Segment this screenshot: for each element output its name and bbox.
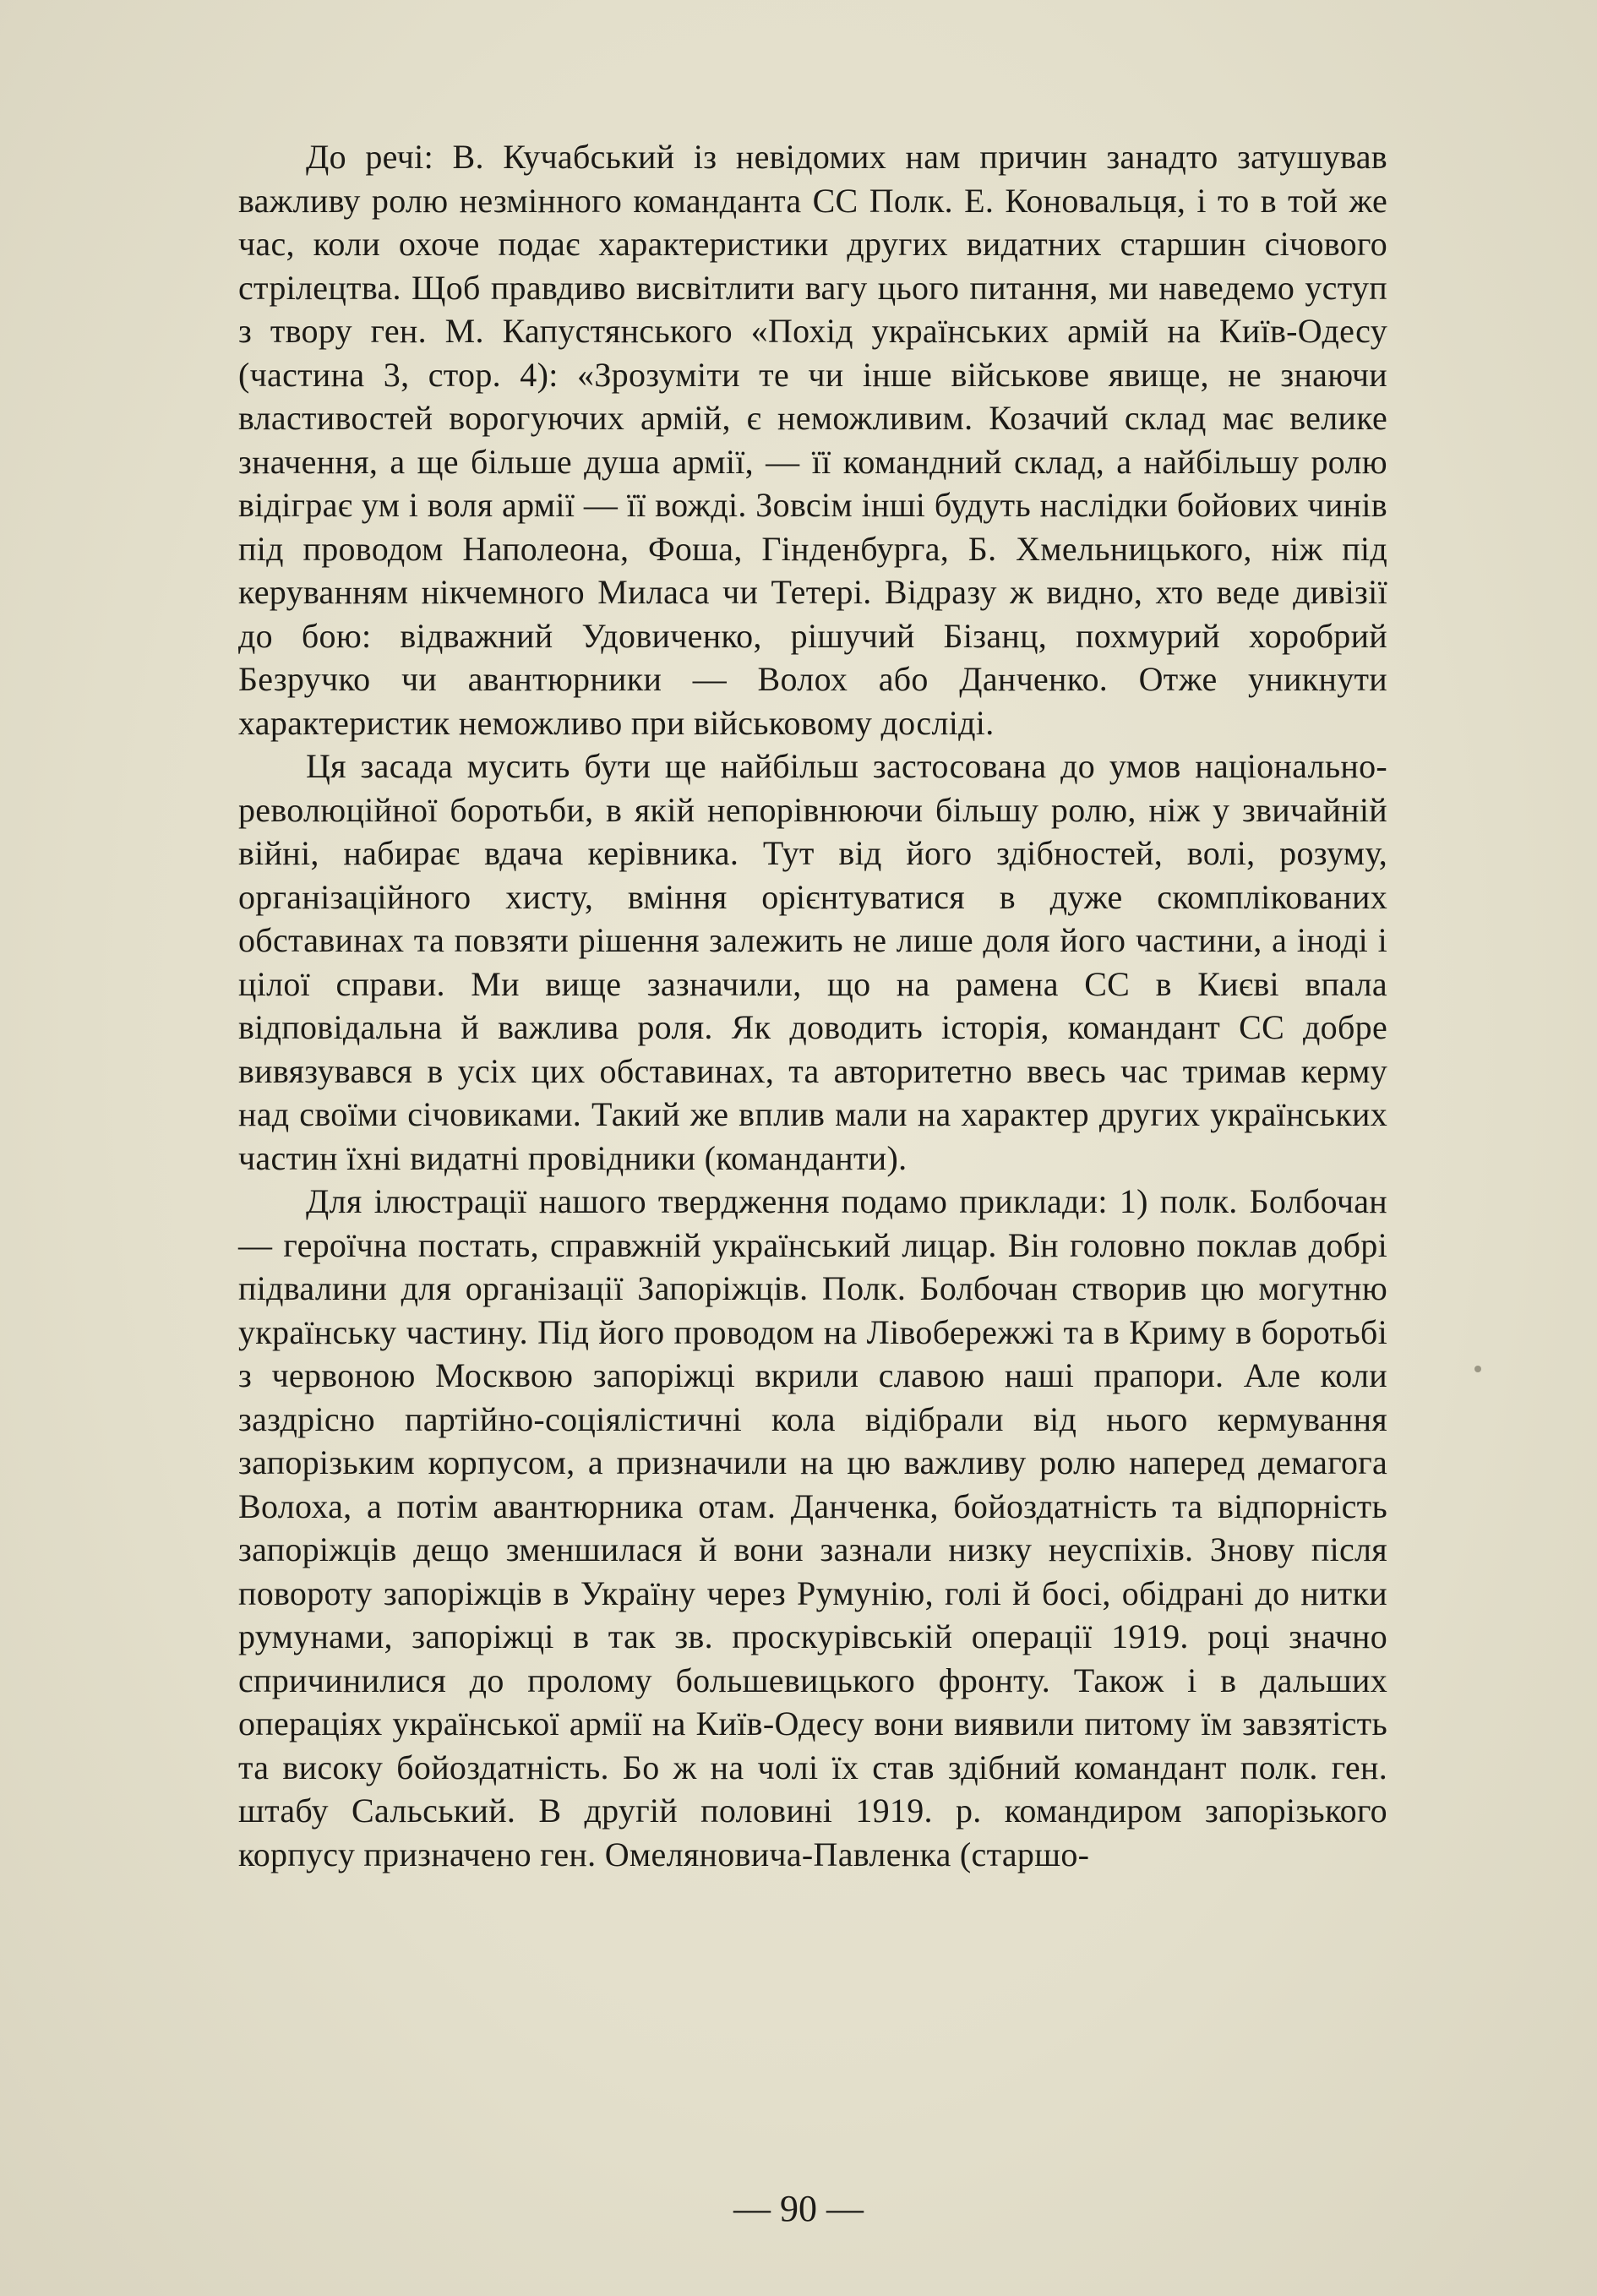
paragraph-2: Ця засада мусить бути ще найбільш застосована до умов національно-революційної боротьби, в якій непорівнюючи більшу ролю, ніж у звичайній війні, набирає вдача керівника. Тут від його здібностей, волі, розуму, організаційного хисту, вміння орієнтуватися в дуже скомплікованих обставинах та повзяти рішення залежить не лише доля його частини, а іноді і цілої справи. Ми вище зазначили, що на рамена СС в Києві впала відповідальна й важлива роля. Як доводить історія, командант СС добре вивязувався в усіх цих обставинах, та авторитетно ввесь час тримав керму над своїми січовиками. Такий же вплив мали на характер других українських частин їхні видатні провідники (команданти). [238, 747, 1387, 1177]
body-text [238, 135, 1387, 1876]
paragraph-1: До речі: В. Кучабський із невідомих нам причин занадто затушував важливу ролю незмінного команданта СС Полк. Е. Коновальця, і то в той же час, коли охоче подає характеристики других видатних старшин січового стрілецтва. Щоб правдиво висвітлити вагу цього питання, ми наведемо уступ з твору ген. М. Капустянського «Похід українських армій на Київ-Одесу (частина 3, стор. 4): «Зрозуміти те чи інше військове явище, не знаючи властивостей ворогуючих армій, є неможливим. Козачий склад має велике значення, а ще більше душа армії, — її командний склад, а найбільшу ролю відіграє ум і воля армії — її вожді. Зовсім інші будуть наслідки бойових чинів під проводом Наполеона, Фоша, Гінденбурга, Б. Хмельницького, ніж під керуванням нікчемного Миласа чи Тетері. Відразу ж видно, хто веде дивізії до бою: відважний Удовиченко, рішучий Бізанц, похмурий хоробрий Безручко чи авантюрники — Волох або Данченко. Отже уникнути характеристик неможливо при військовому досліді. [238, 138, 1387, 742]
page-number: — 90 — [733, 2188, 864, 2229]
paper-speck [1474, 1366, 1481, 1372]
paragraph-3: Для ілюстрації нашого твердження подамо приклади: 1) полк. Болбочан — героїчна постать, справжній український лицар. Він головно поклав добрі підвалини для організації Запоріжців. Полк. Болбочан створив цю могутню українську частину. Під його проводом на Лівобережжі та в Криму в боротьбі з червоною Москвою запоріжці вкрили славою наші прапори. Але коли заздрісно партійно-соціялістичні кола відібрали від нього кермування запорізьким корпусом, а призначили на цю важливу ролю наперед демагога Волоха, а потім авантюрника отам. Данченка, бойоздатність та відпорність запоріжців дещо зменшилася й вони зазнали низку неуспіхів. Знову після повороту запоріжців в Україну через Румунію, голі й босі, обідрані до нитки румунами, запоріжці в так зв. проскурівській операції 1919. році значно спричинилися до пролому большевицького фронту. Також і в дальших операціях української армії на Київ-Одесу вони виявили питому їм завзятість та високу бойоздатність. Бо ж на чолі їх став здібний командант полк. ген. штабу Сальський. В другій половині 1919. р. командиром запорізького корпусу призначено ген. Омеляновича-Павленка (старшо- [238, 1182, 1387, 1873]
